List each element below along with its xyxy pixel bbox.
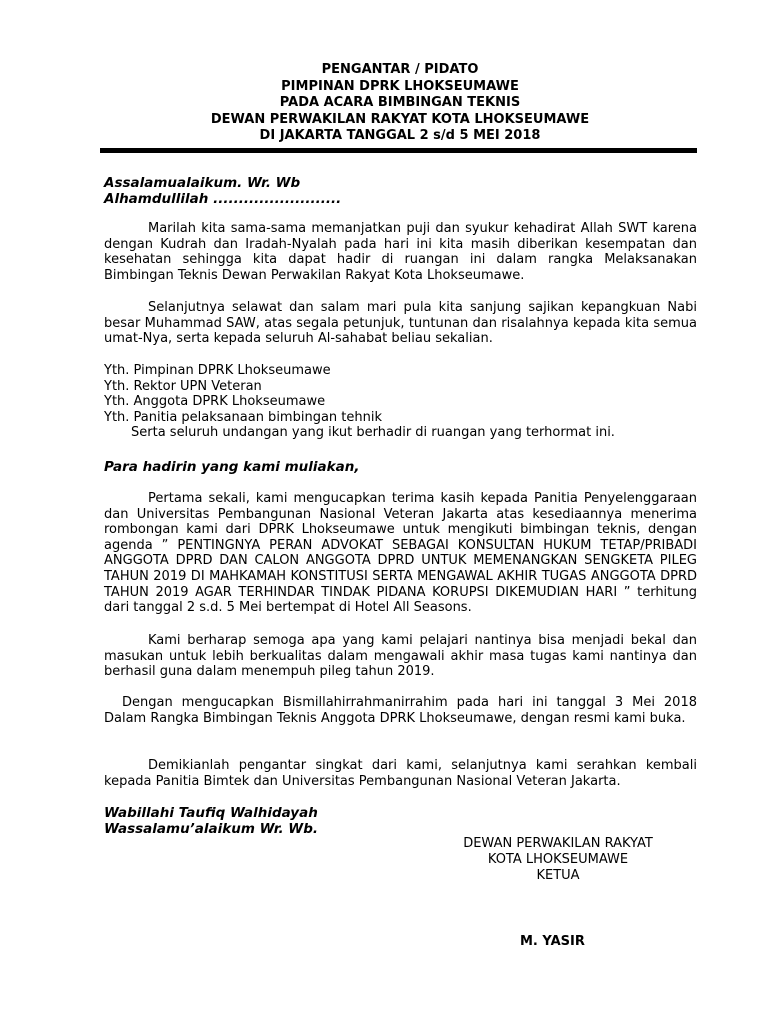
addressee-item: Yth. Pimpinan DPRK Lhokseumawe xyxy=(104,363,331,378)
paragraph-2: Selanjutnya selawat dan salam mari pula kita sanjung sajikan kepangkuan Nabi besar Muhammad SAW, atas segala petunjuk, tuntunan dan risalahnya kepada kita semua umat-Nya, serta kepada seluruh Al-sahabat beliau sekalian. xyxy=(104,300,697,347)
salam-opening: Assalamualaikum. Wr. Wb xyxy=(104,175,301,191)
signature-role: KETUA xyxy=(536,868,580,883)
addressee-item: Yth. Rektor UPN Veteran xyxy=(104,378,262,394)
paragraph-4: Kami berharap semoga apa yang kami pelajari nantinya bisa menjadi bekal dan masukan untuk lebih berkualitas dalam mengawali akhir masa tugas kami nantinya dan berhasil guna dalam menempuh pileg tahun 2019. xyxy=(104,633,697,680)
paragraph-3: Pertama sekali, kami mengucapkan terima kasih kepada Panitia Penyelenggaraan dan Universitas Pembangunan Nasional Veteran Jakarta atas kesediaannya menerima rombongan kami dari DPRK Lhokseumawe untuk mengikuti bimbingan teknis, dengan agenda ” PENTINGNYA PERAN ADVOKAT SEBAGAI KONSULTAN HUKUM TETAP/PRIBADI ANGGOTA DPRD DAN CALON ANGGOTA DPRD UNTUK MEMENANGKAN SENGKETA PILEG TAHUN 2019 DI MAHKAMAH KONSTITUSI SERTA MENGAWAL AKHIR TUGAS ANGGOTA DPRD TAHUN 2019 AGAR TERHINDAR TINDAK PIDANA KORUPSI DIKEMUDIAN HARI ” terhitung dari tanggal 2 s.d. 5 Mei bertempat di Hotel All Seasons. xyxy=(104,491,697,616)
paragraph-1: Marilah kita sama-sama memanjatkan puji dan syukur kehadirat Allah SWT karena dengan Kudrah dan Iradah-Nyalah pada hari ini kita masih diberikan kesempatan dan kesehatan sehingga kita dapat hadir di ruangan ini dalam rangka Melaksanakan Bimbingan Teknis Dewan Perwakilan Rakyat Kota Lhokseumawe. xyxy=(104,221,697,283)
title-line-3: PADA ACARA BIMBINGAN TEKNIS xyxy=(279,95,521,110)
paragraph-5: Dengan mengucapkan Bismillahirrahmanirrahim pada hari ini tanggal 3 Mei 2018 Dalam Rangka Bimbingan Teknis Anggota DPRK Lhokseumawe, dengan resmi kami buka. xyxy=(104,695,697,726)
addressee-item: Yth. Anggota DPRK Lhokseumawe xyxy=(104,394,326,410)
document-title xyxy=(100,62,700,145)
paragraph-6: Demikianlah pengantar singkat dari kami, selanjutnya kami serahkan kembali kepada Panitia Bimtek dan Universitas Pembangunan Nasional Veteran Jakarta. xyxy=(104,758,697,789)
signature-block xyxy=(440,836,676,884)
hamdalah: Alhamdullilah ......................... xyxy=(104,191,342,207)
title-line-2: PIMPINAN DPRK LHOKSEUMAWE xyxy=(281,78,519,94)
addressee-list xyxy=(104,363,615,441)
signature-org-2: KOTA LHOKSEUMAWE xyxy=(487,852,629,867)
title-divider xyxy=(100,148,697,153)
signature-org-1: DEWAN PERWAKILAN RAKYAT xyxy=(463,836,653,851)
closing-line-1: Wabillahi Taufiq Walhidayah xyxy=(104,805,318,821)
addressee-item: Yth. Panitia pelaksanaan bimbingan tehnik xyxy=(104,409,382,425)
title-line-1: PENGANTAR / PIDATO xyxy=(321,62,479,77)
para-hadirin-heading: Para hadirin yang kami muliakan, xyxy=(104,459,360,475)
title-line-5: DI JAKARTA TANGGAL 2 s/d 5 MEI 2018 xyxy=(259,128,541,143)
closing-line-2: Wassalamu’alaikum Wr. Wb. xyxy=(104,821,318,837)
signer-name: M. YASIR xyxy=(520,934,585,949)
addressee-item: Serta seluruh undangan yang ikut berhadir di ruangan yang terhormat ini. xyxy=(131,425,615,441)
title-line-4: DEWAN PERWAKILAN RAKYAT KOTA LHOKSEUMAWE xyxy=(210,111,590,127)
